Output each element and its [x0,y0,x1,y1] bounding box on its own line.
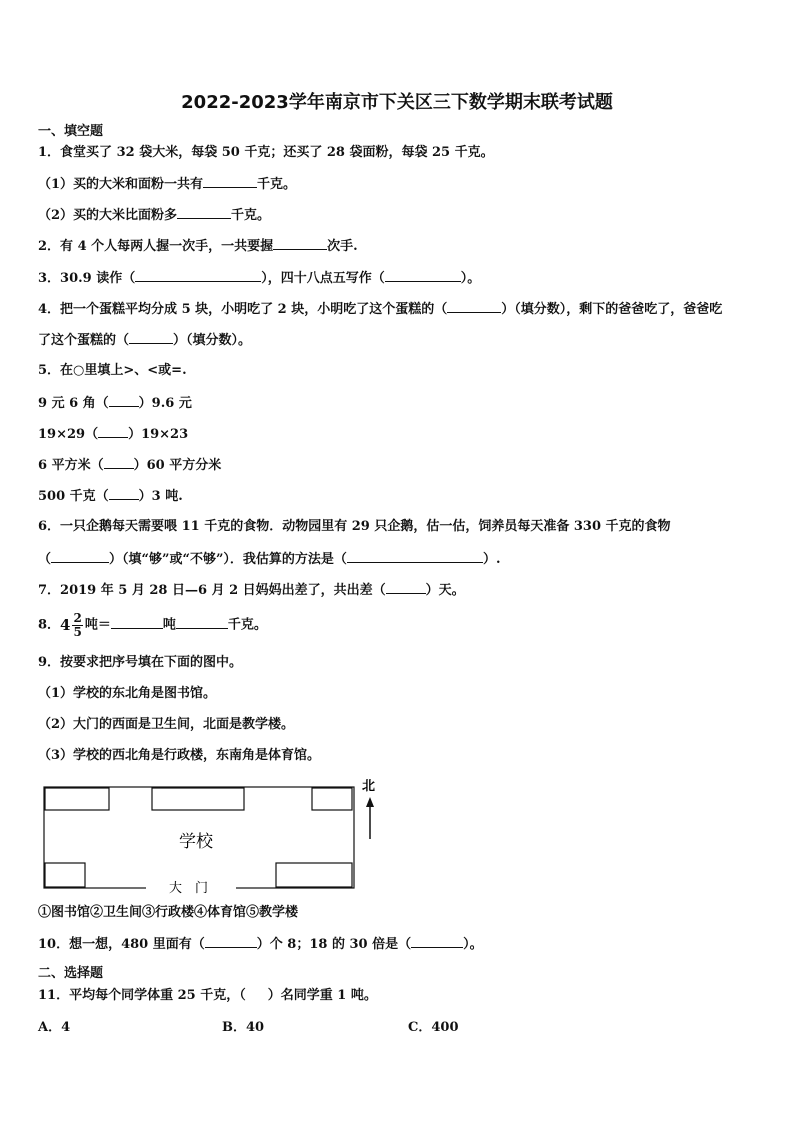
answer-blank[interactable] [386,581,426,594]
page-title: 2022-2023学年南京市下关区三下数学期末联考试题 [181,92,613,113]
mixed-fraction: $\frac{2}{5}$ [73,610,82,639]
question-5-item-1: 9 元 6 角（ ）9.6 元 [38,396,192,411]
answer-blank[interactable] [177,206,231,219]
section-multiple-choice-heading: 二、选择题 [38,966,104,981]
question-6-line-2: （ ）（填“够”或“不够”）．我估算的方法是（ ）. [38,552,501,567]
north-arrowhead-icon [366,797,374,807]
map-slot-northeast[interactable] [312,788,352,810]
question-7: 7．2019 年 5 月 28 日—6 月 2 日妈妈出差了，共出差（ ）天。 [38,583,465,598]
map-slot-northwest[interactable] [45,788,109,810]
question-1-part-1: （1）买的大米和面粉一共有 千克。 [38,177,297,192]
answer-blank[interactable] [104,456,134,469]
question-8: 8．4 $\frac{2}{5}$ 吨＝ 吨 千克。 [38,610,267,639]
answer-blank[interactable] [273,237,327,250]
map-school-label: 学校 [179,832,213,852]
answer-blank[interactable] [411,935,463,948]
question-3: 3．30.9 读作（ ），四十八点五写作（ ）。 [38,271,481,286]
question-1-part-2: （2）买的大米比面粉多 千克。 [38,208,271,223]
answer-blank[interactable] [447,300,501,313]
question-9-rule-2: （2）大门的西面是卫生间，北面是教学楼。 [38,717,295,732]
section-fill-blank-heading: 一、填空题 [38,124,104,139]
map-slot-north[interactable] [152,788,244,810]
answer-blank[interactable] [135,269,261,282]
answer-blank[interactable] [129,331,173,344]
question-4-line-2: 了这个蛋糕的（ ）（填分数）。 [38,333,252,348]
question-9-rule-3: （3）学校的西北角是行政楼，东南角是体育馆。 [38,748,321,763]
answer-blank[interactable] [347,550,483,563]
answer-blank[interactable] [111,616,163,629]
question-9-rule-1: （1）学校的东北角是图书馆。 [38,686,217,701]
answer-blank[interactable] [385,269,461,282]
question-5-item-4: 500 千克（ ）3 吨. [38,489,183,504]
question-1: 1．食堂买了 32 袋大米，每袋 50 千克；还买了 28 袋面粉，每袋 25 千克。 [38,145,494,160]
option-b[interactable]: B．40 [222,1020,265,1035]
question-2: 2．有 4 个人每两人握一次手，一共要握 次手. [38,239,358,254]
question-4-line-1: 4．把一个蛋糕平均分成 5 块，小明吃了 2 块，小明吃了这个蛋糕的（ ）（填分数），剩下的爸爸吃了，爸爸吃 [38,302,723,317]
option-a[interactable]: A．4 [38,1020,71,1035]
question-5-item-2: 19×29（ ）19×23 [38,427,189,442]
answer-blank[interactable] [176,616,228,629]
map-slot-southeast[interactable] [276,863,352,887]
option-c[interactable]: C．400 [408,1020,459,1035]
map-slot-southwest[interactable] [45,863,85,887]
question-5-item-3: 6 平方米（ ）60 平方分米 [38,458,222,473]
answer-blank[interactable] [109,394,139,407]
question-9-legend: ①图书馆②卫生间③行政楼④体育馆⑤教学楼 [38,905,299,920]
answer-blank[interactable] [109,487,139,500]
answer-blank[interactable] [203,175,257,188]
question-6-line-1: 6．一只企鹅每天需要喂 11 千克的食物．动物园里有 29 只企鹅，估一估，饲养员每天准备 330 千克的食物 [38,519,671,534]
question-10: 10．想一想，480 里面有（ ）个 8；18 的 30 倍是（ ）。 [38,937,483,952]
map-gate-label: 大 门 [169,881,209,895]
map-north-label: 北 [362,779,376,794]
answer-blank[interactable] [98,425,128,438]
answer-blank[interactable] [205,935,257,948]
school-map-diagram [36,775,386,895]
question-9: 9．按要求把序号填在下面的图中。 [38,655,243,670]
question-5: 5．在○里填上>、<或=. [38,363,187,378]
answer-blank[interactable] [51,550,109,563]
question-11: 11．平均每个同学体重 25 千克，（ ）名同学重 1 吨。 [38,988,377,1003]
